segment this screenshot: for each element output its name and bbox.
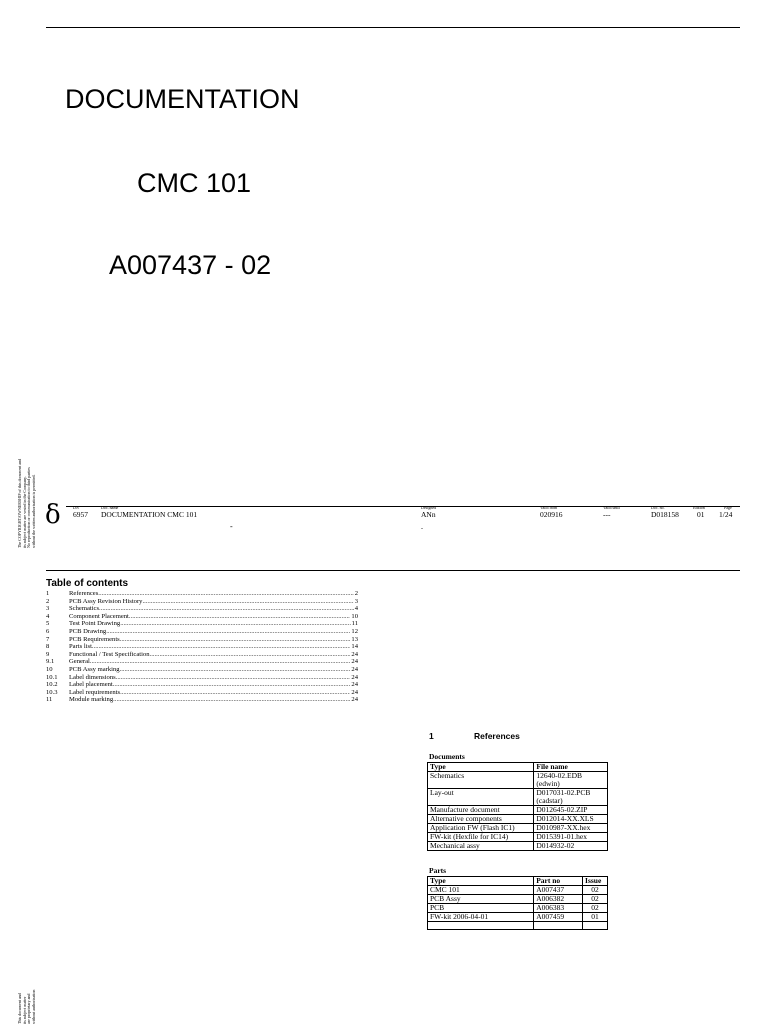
copyright-disclaimer — [18, 459, 36, 548]
toc-leader-dots — [90, 658, 351, 666]
parts-label: Parts — [429, 866, 447, 875]
toc-leader-dots — [99, 605, 354, 613]
cover-doc-id: A007437 - 02 — [109, 250, 272, 280]
toc-entry-page: 3 — [354, 597, 358, 605]
cover-product: CMC 101 — [137, 168, 252, 198]
toc-entry-title: Parts list — [69, 643, 92, 651]
footer-docname-label: Doc. name — [101, 505, 119, 510]
disclaimer-line: its subject matter are vested in the Company. — [21, 476, 27, 548]
toc-leader-dots — [113, 696, 350, 704]
footer-valid-from — [540, 505, 563, 519]
toc-entry[interactable] — [46, 613, 358, 621]
toc-entry-number: 10.3 — [46, 688, 58, 696]
footer-docno-label: Doc. no. — [651, 505, 665, 510]
table-cell: 12640-02.EDB (edwin) — [534, 772, 608, 789]
disclaimer-line: This document and — [17, 993, 22, 1024]
disclaimer-line: without the written authorization is permitted. — [30, 474, 36, 548]
toc-entry-page: 24 — [351, 665, 358, 673]
toc-entry-page: 11 — [351, 620, 358, 628]
toc-entry-title: Schematics — [69, 605, 100, 613]
footer-edition — [693, 505, 705, 519]
toc-entry-number: 10 — [46, 665, 53, 673]
toc-entry[interactable] — [46, 696, 358, 704]
toc-leader-dots — [106, 628, 350, 636]
table-header-cell: Type — [428, 763, 534, 772]
toc-list — [46, 590, 358, 704]
toc-entry[interactable] — [46, 666, 358, 674]
footer-valid-from-value: 020916 — [540, 510, 563, 519]
table-row — [428, 913, 608, 922]
company-logo-icon: δ — [45, 500, 61, 530]
toc-entry-number: 2 — [46, 597, 50, 605]
footer-dot: . — [421, 522, 423, 531]
references-number: 1 — [429, 731, 434, 741]
toc-leader-dots — [120, 689, 350, 697]
disclaimer-line: are proprietary and — [26, 993, 31, 1024]
toc-entry-page: 13 — [351, 635, 358, 643]
toc-entry-title: Label requirements — [69, 688, 121, 696]
disclaimer-line: its subject matter — [21, 996, 27, 1024]
references-heading: References — [474, 731, 520, 741]
footer-dn-value: 6957 — [73, 510, 88, 519]
toc-entry-page: 12 — [351, 627, 358, 635]
table-cell: D012645-02.ZIP — [534, 806, 608, 815]
toc-entry[interactable] — [46, 643, 358, 651]
toc-entry-page: 24 — [351, 681, 358, 689]
toc-entry-title: Label dimensions — [69, 673, 116, 681]
table-row — [428, 842, 608, 851]
toc-entry[interactable] — [46, 628, 358, 636]
table-cell: A006382 — [534, 895, 583, 904]
toc-entry-title: PCB Assy Revision History — [69, 597, 143, 605]
footer-docname — [101, 505, 197, 519]
footer-docname-value: DOCUMENTATION CMC 101 — [101, 510, 198, 519]
toc-entry-title: Component Placement — [69, 612, 129, 620]
toc-leader-dots — [129, 613, 351, 621]
toc-entry-title: PCB Drawing — [69, 627, 107, 635]
toc-entry-number: 10.2 — [46, 681, 58, 689]
toc-entry-page: 24 — [351, 658, 358, 666]
footer-valid-until-label: Valid until — [603, 505, 620, 510]
table-cell: A007459 — [534, 913, 583, 922]
table-row — [428, 789, 608, 806]
toc-entry[interactable] — [46, 590, 358, 598]
footer-dn — [73, 505, 88, 519]
table-cell: 02 — [583, 886, 608, 895]
footer-docno-value: D018158 — [651, 510, 679, 519]
cover-title: DOCUMENTATION — [65, 84, 300, 114]
table-cell — [534, 922, 583, 930]
toc-entry[interactable] — [46, 651, 358, 659]
toc-entry-number: 11 — [46, 696, 53, 704]
toc-entry-page: 14 — [351, 643, 358, 651]
table-cell: Manufacture document — [428, 806, 534, 815]
table-cell: CMC 101 — [428, 886, 534, 895]
toc-entry-number: 9 — [46, 650, 50, 658]
footer-valid-until — [603, 505, 620, 519]
toc-entry[interactable] — [46, 674, 358, 682]
toc-leader-dots — [113, 681, 351, 689]
toc-entry[interactable] — [46, 620, 358, 628]
table-cell: Mechanical assy — [428, 842, 534, 851]
table-cell: A006383 — [534, 904, 583, 913]
toc-entry[interactable] — [46, 605, 358, 613]
table-header-cell: File name — [534, 763, 608, 772]
toc-entry-page: 24 — [351, 650, 358, 658]
toc-entry-title: Test Point Drawing — [69, 620, 121, 628]
toc-entry-title: Module marking — [69, 696, 114, 704]
toc-entry-title: PCB Assy marking — [69, 665, 120, 673]
toc-entry-title: References — [69, 590, 99, 597]
parts-table — [427, 876, 608, 930]
toc-entry[interactable] — [46, 658, 358, 666]
footer-page-value: 1/24 — [719, 510, 733, 519]
toc-leader-dots — [120, 636, 351, 644]
toc-entry[interactable] — [46, 681, 358, 689]
table-cell: Application FW (Flash IC1) — [428, 824, 534, 833]
toc-entry-number: 8 — [46, 643, 50, 651]
toc-entry-title: PCB Requirements — [69, 635, 120, 643]
toc-leader-dots — [150, 651, 351, 659]
toc-leader-dots — [116, 674, 351, 682]
toc-entry-number: 10.1 — [46, 673, 58, 681]
table-cell: D015391-01.hex — [534, 833, 608, 842]
table-cell: Lay-out — [428, 789, 534, 806]
table-cell: 01 — [583, 913, 608, 922]
documents-label: Documents — [429, 752, 465, 761]
documents-table — [427, 762, 608, 851]
disclaimer-line: without authorization — [30, 989, 36, 1024]
toc-entry-page: 4 — [354, 605, 358, 613]
table-cell: D012014-XX.XLS — [534, 815, 608, 824]
table-row — [428, 922, 608, 930]
disclaimer-line: The COPYRIGHT/OWNERSHIP of this document and — [17, 458, 22, 548]
table-cell: 02 — [583, 904, 608, 913]
toc-entry-title: General — [69, 658, 90, 666]
footer-dn-label: DN — [73, 505, 79, 510]
disclaimer-line: No reproduction or communication to third parties — [26, 467, 31, 548]
toc-entry-number: 5 — [46, 620, 50, 628]
table-cell: FW-kit (Hexfile for IC14) — [428, 833, 534, 842]
toc-leader-dots — [92, 643, 351, 651]
table-row — [428, 772, 608, 789]
table-row — [428, 895, 608, 904]
toc-entry[interactable] — [46, 689, 358, 697]
table-cell: D017031-02.PCB (cadstar) — [534, 789, 608, 806]
toc-entry-number: 3 — [46, 605, 50, 613]
table-cell: PCB Assy — [428, 895, 534, 904]
table-cell: FW-kit 2006-04-01 — [428, 913, 534, 922]
footer-page-label: Page — [724, 505, 732, 510]
toc-leader-dots — [120, 666, 351, 674]
toc-entry-page: 2 — [354, 590, 358, 597]
toc-entry-page: 24 — [351, 673, 358, 681]
footer-valid-from-label: Valid from — [540, 505, 558, 510]
footer-page — [719, 505, 732, 519]
table-cell: Schematics — [428, 772, 534, 789]
footer-designed-label: Designed — [421, 505, 437, 510]
table-cell — [428, 922, 534, 930]
table-cell — [583, 922, 608, 930]
toc-entry-title: Label placement — [69, 681, 113, 689]
toc-entry-page: 24 — [351, 696, 358, 704]
toc-entry[interactable] — [46, 636, 358, 644]
section-rule — [46, 570, 740, 571]
toc-entry[interactable] — [46, 598, 358, 606]
top-rule — [46, 27, 740, 28]
table-cell: Alternative components — [428, 815, 534, 824]
toc-leader-dots — [120, 620, 350, 628]
toc-entry-page: 10 — [351, 612, 358, 620]
toc-entry-number: 4 — [46, 612, 50, 620]
footer-docno — [651, 505, 679, 519]
toc-entry-number: 1 — [46, 590, 50, 597]
toc-entry-number: 7 — [46, 635, 50, 643]
toc-entry-title: Functional / Test Specification — [69, 650, 150, 658]
table-header-cell: Type — [428, 877, 534, 886]
toc-entry-page: 24 — [351, 688, 358, 696]
footer-edition-value: 01 — [697, 510, 705, 519]
table-cell: D010987-XX.hex — [534, 824, 608, 833]
footer-designed — [421, 505, 436, 519]
footer-valid-until-value: --- — [603, 510, 611, 519]
table-header-cell: Part no — [534, 877, 583, 886]
bottom-disclaimer — [18, 990, 36, 1024]
toc-entry-number: 6 — [46, 627, 50, 635]
table-cell: A007437 — [534, 886, 583, 895]
footer-edition-label: Edition — [693, 505, 705, 510]
footer-designed-value: ANn — [421, 510, 436, 519]
footer-dash: - — [230, 522, 233, 531]
table-cell: PCB — [428, 904, 534, 913]
toc-title: Table of contents — [46, 578, 129, 589]
toc-leader-dots — [142, 598, 353, 606]
toc-entry-number: 9.1 — [46, 658, 55, 666]
table-cell: 02 — [583, 895, 608, 904]
toc-leader-dots — [98, 590, 353, 598]
table-header-cell: Issue — [583, 877, 608, 886]
table-cell: D014932-02 — [534, 842, 608, 851]
